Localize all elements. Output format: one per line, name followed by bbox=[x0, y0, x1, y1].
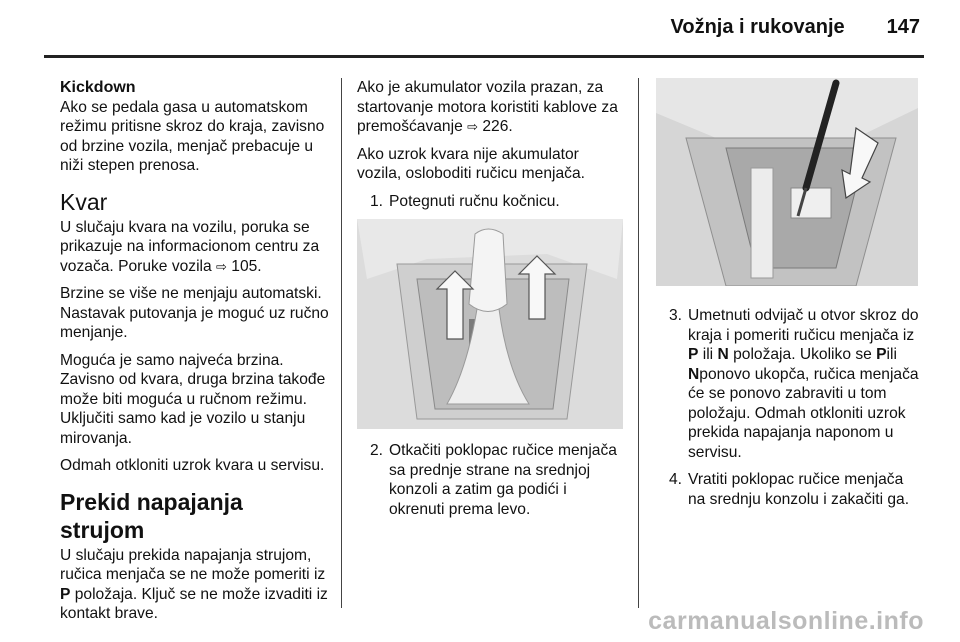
col2-paragraph-1 bbox=[357, 78, 623, 137]
step-3-text-1: Umetnuti odvijač u otvor skroz do kraja i pomeriti ručicu menjača iz bbox=[688, 307, 919, 344]
kvar-p1-ref[interactable]: 105. bbox=[231, 257, 262, 275]
step-2-number: 2. bbox=[369, 442, 383, 459]
column-divider-2 bbox=[638, 78, 639, 608]
step-3-text bbox=[688, 306, 922, 462]
step-3-number: 3. bbox=[668, 307, 682, 324]
kvar-heading: Kvar bbox=[60, 188, 108, 215]
kickdown-heading: Kickdown bbox=[60, 79, 136, 96]
kvar-paragraph-1 bbox=[60, 218, 332, 277]
step-3-text-4: ili bbox=[886, 346, 897, 363]
column-1 bbox=[60, 78, 332, 632]
step-3-text-2: ili bbox=[702, 346, 714, 363]
step-1 bbox=[357, 192, 623, 212]
page-reference-arrow-icon: ⇨ bbox=[216, 258, 227, 274]
step-3-text-3: položaja. Ukoliko se bbox=[733, 346, 872, 363]
page-header bbox=[671, 16, 921, 39]
gear-n-label: N bbox=[717, 346, 729, 363]
kvar-paragraph-4: Odmah otkloniti uzrok kvara u servisu. bbox=[60, 457, 325, 474]
page-number: 147 bbox=[886, 16, 920, 38]
kvar-paragraph-3: Moguća je samo najveća brzina. Zavisno od kvara, druga brzina takođe može biti moguća u ručnom režimu. Uključiti samo kad je vozilo u stanju mirovanja. bbox=[60, 351, 326, 447]
step-1-number: 1. bbox=[369, 192, 383, 210]
step-3-text-5: ponovo ukopča, ručica menjača će se ponovo zabraviti u tom položaju. Odmah otkloniti uzrok prekida napajanja naponom u servisu. bbox=[688, 365, 919, 461]
column-divider-1 bbox=[341, 78, 342, 608]
steps-list-1 bbox=[357, 192, 623, 212]
gear-p-label: P bbox=[60, 585, 71, 603]
step-4 bbox=[656, 470, 922, 509]
step-3 bbox=[656, 306, 922, 462]
col2-p1-ref[interactable]: 226. bbox=[482, 118, 513, 135]
col2-p1-text: Ako je akumulator vozila prazan, za startovanje motora koristiti kablove za premošćavanje bbox=[357, 79, 618, 135]
column-3 bbox=[656, 78, 922, 517]
step-2-text: Otkačiti poklopac ručice menjača sa prednje strane na srednjoj konzoli a zatim ga podići i okrenuti prema levo. bbox=[389, 442, 617, 518]
step-4-text: Vratiti poklopac ručice menjača na srednju konzolu i zakačiti ga. bbox=[688, 471, 910, 508]
watermark: carmanualsonline.info bbox=[648, 607, 924, 635]
gear-p-label-2: P bbox=[876, 346, 887, 363]
prekid-text-1: U slučaju prekida napajanja strujom, ručica menjača se ne može pomeriti iz bbox=[60, 546, 326, 583]
prekid-paragraph bbox=[60, 546, 332, 624]
page-reference-arrow-icon: ⇨ bbox=[467, 119, 478, 134]
col2-paragraph-2: Ako uzrok kvara nije akumulator vozila, osloboditi ručicu menjača. bbox=[357, 145, 585, 182]
page-title: Vožnja i rukovanje bbox=[670, 16, 845, 38]
steps-list-2 bbox=[357, 441, 623, 519]
kvar-p1-text: U slučaju kvara na vozilu, poruka se prikazuje na informacionom centru za vozača. Poruke vozila bbox=[60, 218, 320, 275]
screwdriver-release-illustration bbox=[656, 78, 918, 286]
column-2 bbox=[357, 78, 623, 527]
step-2 bbox=[357, 441, 623, 519]
gear-lever-cover-illustration bbox=[357, 219, 623, 429]
steps-list-3 bbox=[656, 306, 922, 509]
step-4-number: 4. bbox=[668, 471, 682, 488]
gear-n-label-2: N bbox=[688, 365, 700, 383]
kvar-paragraph-2: Brzine se više ne menjaju automatski. Nastavak putovanja je moguć uz ručno menjanje. bbox=[60, 285, 329, 341]
kickdown-text: Ako se pedala gasa u automatskom režimu pritisne skroz do kraja, zavisno od brzine vozila, menjač prebacuje u niži stepen prenosa. bbox=[60, 98, 325, 174]
prekid-heading: Prekid napajanja strujom bbox=[60, 488, 243, 543]
gear-p-label: P bbox=[688, 346, 699, 363]
prekid-text-2: položaja. Ključ se ne može izvaditi iz kontakt brave. bbox=[60, 585, 328, 622]
header-rule bbox=[44, 55, 924, 58]
step-1-text: Potegnuti ručnu kočnicu. bbox=[389, 192, 560, 210]
